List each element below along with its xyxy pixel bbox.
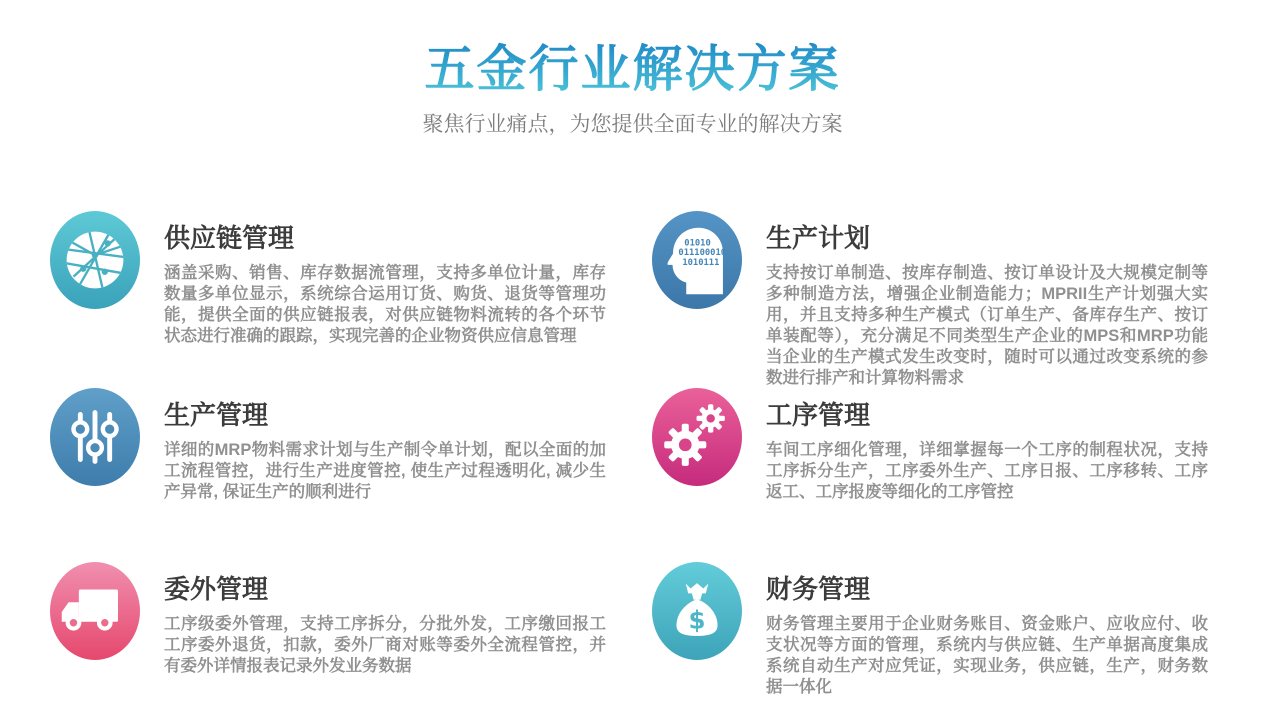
card-process-management (652, 388, 1232, 562)
page-subtitle: 聚焦行业痛点，为您提供全面专业的解决方案 (422, 113, 843, 136)
page-header (0, 38, 1265, 138)
card-description: 详细的MRP物料需求计划与生产制令单计划，配以全面的加工流程管控，进行生产进度管控, 使生产过程透明化, 减少生产异常, 保证生产的顺利进行 (164, 441, 606, 501)
svg-text:$: $ (688, 605, 706, 635)
card-production-management (50, 388, 630, 562)
card-text (742, 211, 1208, 388)
binary-head-icon (652, 211, 742, 309)
card-text (140, 388, 606, 562)
card-title: 生产管理 (164, 400, 269, 430)
svg-text:1010111: 1010111 (682, 257, 720, 268)
card-text (140, 562, 606, 698)
page-title: 五金行业解决方案 (425, 38, 841, 100)
card-text (742, 562, 1208, 698)
card-description: 涵盖采购、销售、库存数据流管理，支持多单位计量，库存数量多单位显示，系统综合运用订货、购货、退货等管理功能，提供全面的供应链报表，对供应链物料流转的各个环节状态进行准确的跟踪，实现完善的企业物资供应信息管理 (164, 264, 606, 345)
card-description: 支持按订单制造、按库存制造、按订单设计及大规模定制等多种制造方法，增强企业制造能力；MPRII生产计划强大实用，并且支持多种生产模式（订单生产、备库存生产、按订单装配等），充分满足不同类型生产企业的MPS和MRP功能当企业的生产模式发生改变时，随时可以通过改变系统的参数进行排产和计算物料需求 (766, 264, 1208, 387)
card-title: 生产计划 (766, 223, 871, 253)
money-bag-icon (652, 562, 742, 660)
card-description: 财务管理主要用于企业财务账目、资金账户、应收应付、收支状况等方面的管理，系统内与供应链、生产单据高度集成系统自动生产对应凭证，实现业务，供应链，生产，财务数据一体化 (766, 615, 1208, 696)
card-description: 工序级委外管理，支持工序拆分，分批外发，工序缴回报工工序委外退货，扣款，委外厂商对账等委外全流程管控，并有委外详情报表记录外发业务数据 (164, 615, 606, 675)
card-title: 工序管理 (766, 400, 871, 430)
network-globe-icon (50, 211, 140, 309)
card-description: 车间工序细化管理，详细掌握每一个工序的制程状况，支持工序拆分生产，工序委外生产、工序日报、工序移转、工序返工、工序报废等细化的工序管控 (766, 441, 1208, 501)
card-production-planning (652, 211, 1232, 388)
card-title: 财务管理 (766, 574, 871, 604)
card-supply-chain (50, 211, 630, 388)
card-outsourcing-management (50, 562, 630, 698)
svg-text:01010: 01010 (684, 238, 711, 249)
svg-text:011100010: 011100010 (678, 248, 727, 259)
gears-icon (652, 388, 742, 486)
card-finance-management (652, 562, 1232, 698)
sliders-icon (50, 388, 140, 486)
cards-grid (50, 211, 1232, 698)
truck-icon (50, 562, 140, 660)
card-title: 供应链管理 (164, 223, 295, 253)
card-title: 委外管理 (164, 574, 269, 604)
card-text (742, 388, 1208, 562)
card-text (140, 211, 606, 388)
